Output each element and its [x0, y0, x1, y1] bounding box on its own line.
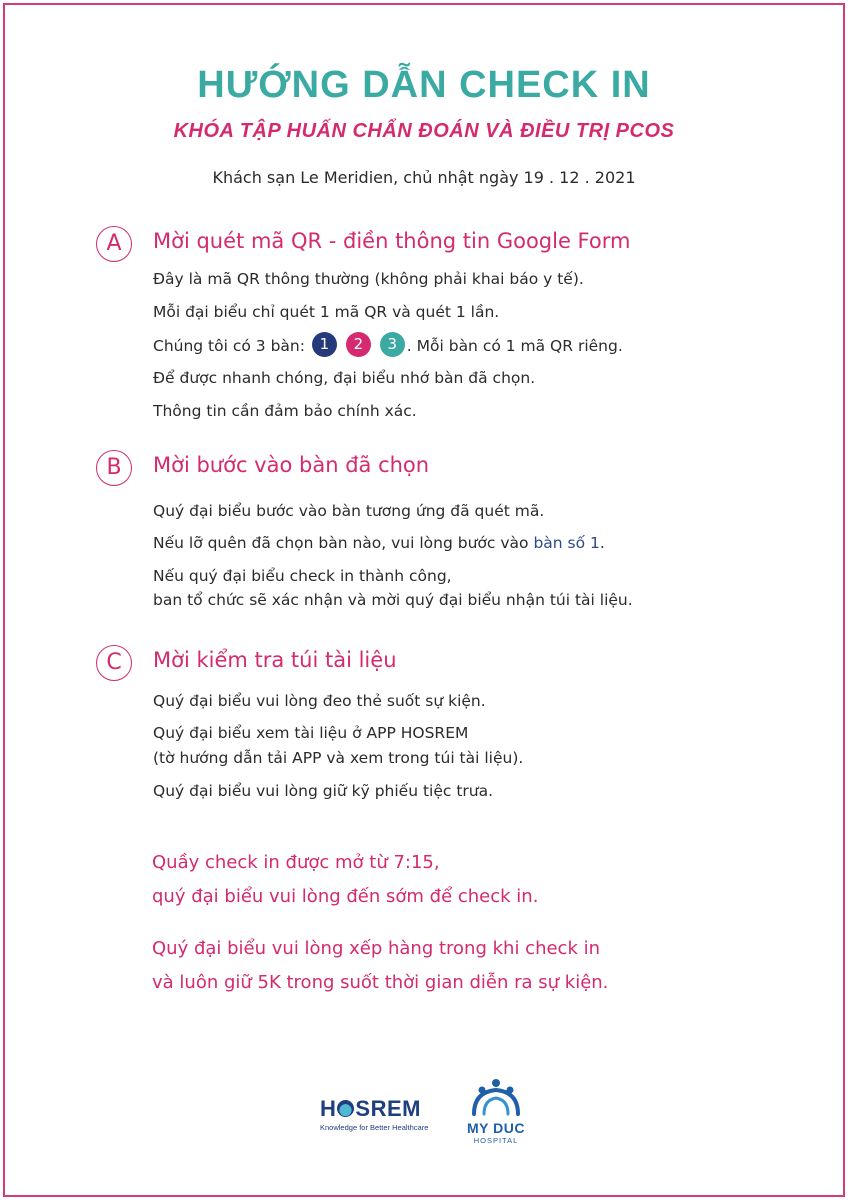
- myduc-name: MY DUC: [467, 1120, 525, 1136]
- table-2-badge: 2: [346, 332, 371, 357]
- forget-table-text: Nếu lỡ quên đã chọn bàn nào, vui lòng bước vào: [153, 534, 534, 552]
- hosrem-logo: [320, 1096, 438, 1132]
- section-c-line-1: Quý đại biểu vui lòng đeo thẻ suốt sự kiện.: [153, 692, 486, 710]
- table-3-badge: 3: [380, 332, 405, 357]
- section-b-heading: Mời bước vào bàn đã chọn: [153, 453, 430, 477]
- note-line-2: quý đại biểu vui lòng đến sớm để check in.: [152, 886, 539, 907]
- section-b-badge: B: [96, 450, 132, 486]
- table-1-highlight: bàn số 1: [533, 534, 600, 552]
- section-a-line-4: Để được nhanh chóng, đại biểu nhớ bàn đã chọn.: [153, 369, 536, 387]
- section-a-badge: A: [96, 226, 132, 262]
- section-c-line-4: Quý đại biểu vui lòng giữ kỹ phiếu tiệc trưa.: [153, 782, 494, 800]
- section-c-line-2: Quý đại biểu xem tài liệu ở APP HOSREM: [153, 724, 469, 742]
- page-title: HƯỚNG DẪN CHECK IN: [197, 64, 651, 106]
- tables-suffix: . Mỗi bàn có 1 mã QR riêng.: [406, 337, 623, 355]
- forget-table-suffix: .: [599, 534, 605, 552]
- section-b-line-1: Quý đại biểu bước vào bàn tương ứng đã quét mã.: [153, 502, 545, 520]
- note-line-3: Quý đại biểu vui lòng xếp hàng trong khi check in: [152, 938, 600, 959]
- section-a-line-5: Thông tin cần đảm bảo chính xác.: [153, 402, 417, 420]
- section-c-badge: C: [96, 645, 132, 681]
- section-b-line-3: Nếu quý đại biểu check in thành công,: [153, 567, 452, 585]
- myduc-logo: [466, 1078, 526, 1145]
- note-line-4: và luôn giữ 5K trong suốt thời gian diễn ra sự kiện.: [152, 972, 609, 993]
- section-a-line-3: [153, 336, 623, 357]
- section-c-line-3: (tờ hướng dẫn tải APP và xem trong túi tài liệu).: [153, 749, 524, 767]
- page-subtitle: KHÓA TẬP HUẤN CHẨN ĐOÁN VÀ ĐIỀU TRỊ PCOS: [173, 120, 675, 142]
- tables-intro: Chúng tôi có 3 bàn:: [153, 337, 305, 355]
- hosrem-tagline: Knowledge for Better Healthcare: [320, 1123, 429, 1132]
- hosrem-globe-icon: [337, 1100, 354, 1117]
- note-line-1: Quầy check in được mở từ 7:15,: [152, 852, 440, 873]
- myduc-subtitle: HOSPITAL: [473, 1136, 519, 1145]
- section-b-line-2: [153, 534, 605, 552]
- table-1-badge: 1: [312, 332, 337, 357]
- section-a-heading: Mời quét mã QR - điền thông tin Google Form: [153, 229, 631, 253]
- section-a-line-2: Mỗi đại biểu chỉ quét 1 mã QR và quét 1 lần.: [153, 303, 500, 321]
- venue-line: Khách sạn Le Meridien, chủ nhật ngày 19 . 12 . 2021: [212, 168, 636, 187]
- section-a-line-1: Đây là mã QR thông thường (không phải khai báo y tế).: [153, 270, 584, 288]
- section-c-heading: Mời kiểm tra túi tài liệu: [153, 648, 397, 672]
- section-b-line-4: ban tổ chức sẽ xác nhận và mời quý đại biểu nhận túi tài liệu.: [153, 591, 633, 609]
- myduc-people-icon: [466, 1078, 526, 1118]
- hosrem-wordmark: H SREM: [320, 1096, 421, 1121]
